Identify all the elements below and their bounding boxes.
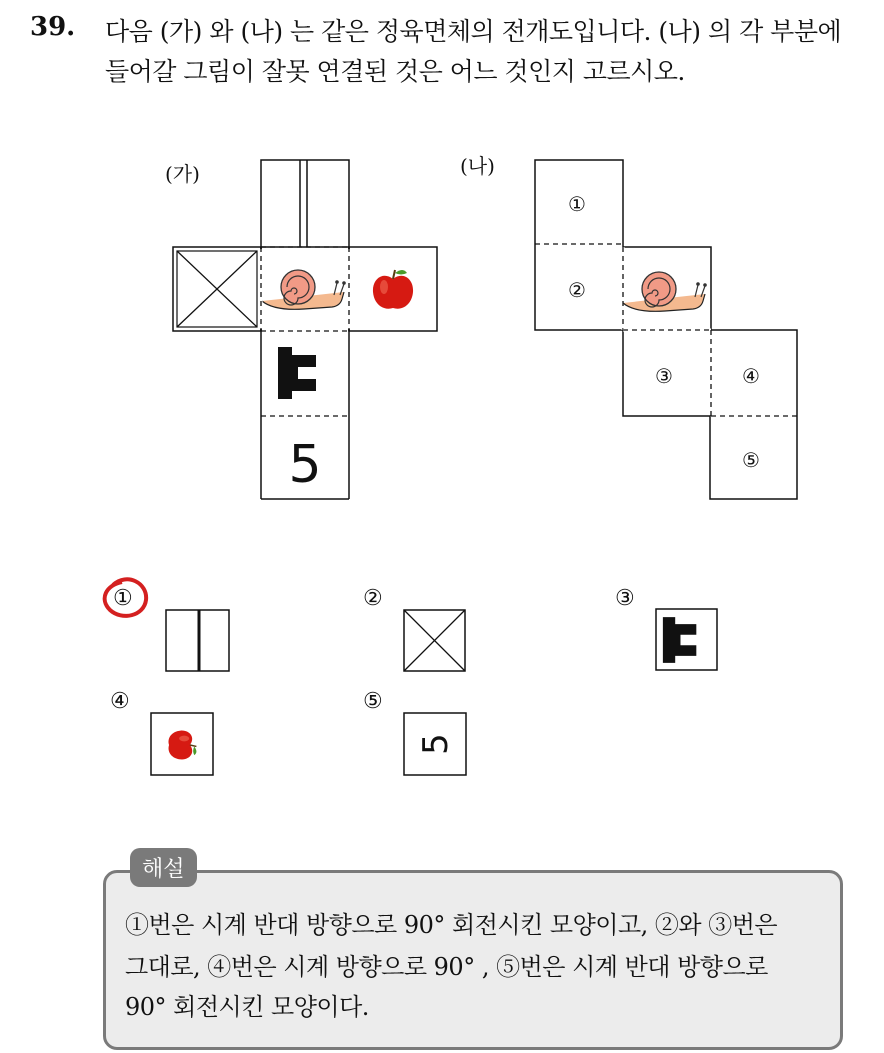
net-b-cell-5: ⑤ [742,448,760,472]
net-b-cell-3: ③ [655,364,673,388]
net-b-label: (나) [460,154,495,178]
option-4-number[interactable]: ④ [110,689,130,714]
question-text-line1: 다음 (가) 와 (나) 는 같은 정육면체의 전개도입니다. (나) 의 각 부분에 [105,17,842,46]
explanation-line1: ①번은 시계 반대 방향으로 90° 회전시킨 모양이고, ②와 ③번은 [125,911,778,939]
option-5-number[interactable]: ⑤ [363,689,383,714]
net-a-face-snail [262,270,346,309]
net-b-cell-2: ② [568,278,586,302]
net-a-label: (가) [165,162,200,186]
option-2-number[interactable]: ② [363,586,383,611]
explanation-tag: 해설 [130,848,197,887]
option-4-figure [151,713,213,775]
question-text-line2: 들어갈 그림이 잘못 연결된 것은 어느 것인지 고르시오. [105,57,685,86]
question-number: 39. [30,12,76,42]
option-1-figure [166,610,229,671]
option-1-number[interactable]: ① [113,586,133,611]
net-a-face-lines [261,160,349,247]
option-3-figure [656,609,717,670]
net-a-face-digit: 5 [288,435,322,495]
explanation-line3: 90° 회전시킨 모양이다. [125,993,369,1021]
net-a-face-plug [278,347,316,399]
option-2-figure [404,610,465,671]
net-b-cell-4: ④ [742,364,760,388]
net-b-face-snail [623,272,707,311]
explanation-line2: 그대로, ④번은 시계 방향으로 90° , ⑤번은 시계 반대 방향으로 [125,953,768,981]
option-3-number[interactable]: ③ [615,586,635,611]
option-5-figure [404,713,466,775]
net-b-cell-1: ① [568,192,586,216]
option-5-digit: 5 [416,733,456,755]
